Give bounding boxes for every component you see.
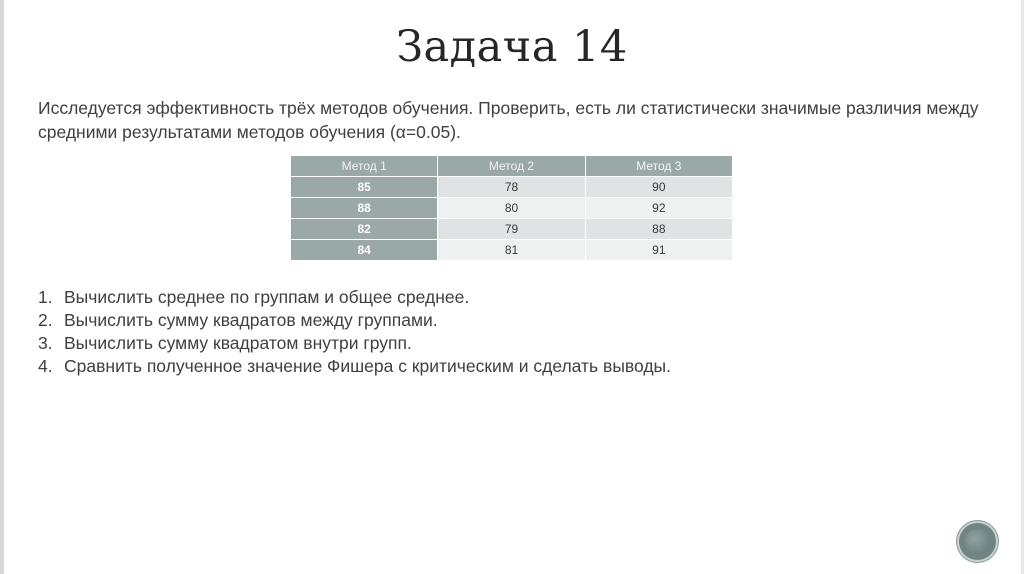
table-cell: 88 — [291, 198, 438, 219]
list-item — [38, 355, 671, 378]
step-number: 1. — [38, 287, 53, 307]
table-row — [291, 240, 733, 261]
table-cell: 92 — [585, 198, 732, 219]
problem-statement: Исследуется эффективность трёх методов обучения. Проверить, есть ли статистически значимые различия между средними результатами методов обучения (α=0.05). — [38, 98, 979, 142]
list-item — [38, 286, 671, 309]
list-item — [38, 332, 671, 355]
header-method-3: Метод 3 — [585, 156, 732, 177]
table-cell: 85 — [291, 177, 438, 198]
table-cell: 91 — [585, 240, 732, 261]
step-text: Вычислить среднее по группам и общее среднее. — [64, 287, 470, 307]
list-item — [38, 309, 671, 332]
circle-nav-icon[interactable] — [959, 523, 996, 560]
header-method-2: Метод 2 — [438, 156, 585, 177]
table-cell: 88 — [585, 219, 732, 240]
step-number: 3. — [38, 333, 53, 353]
table-cell: 90 — [585, 177, 732, 198]
table-row — [291, 177, 733, 198]
table-cell: 81 — [438, 240, 585, 261]
step-text: Вычислить сумму квадратов между группами. — [64, 310, 438, 330]
table-row — [291, 219, 733, 240]
methods-table — [290, 155, 733, 261]
step-text: Вычислить сумму квадратом внутри групп. — [64, 333, 412, 353]
table-header-row — [291, 156, 733, 177]
table-cell: 79 — [438, 219, 585, 240]
left-divider — [0, 0, 4, 574]
table-row — [291, 198, 733, 219]
table-cell: 78 — [438, 177, 585, 198]
step-number: 4. — [38, 356, 53, 376]
table-cell: 82 — [291, 219, 438, 240]
table-cell: 84 — [291, 240, 438, 261]
slide-title: Задача 14 — [396, 22, 628, 72]
table-cell: 80 — [438, 198, 585, 219]
header-method-1: Метод 1 — [291, 156, 438, 177]
step-number: 2. — [38, 310, 53, 330]
step-text: Сравнить полученное значение Фишера с критическим и сделать выводы. — [64, 356, 671, 376]
task-steps-list — [38, 286, 671, 378]
